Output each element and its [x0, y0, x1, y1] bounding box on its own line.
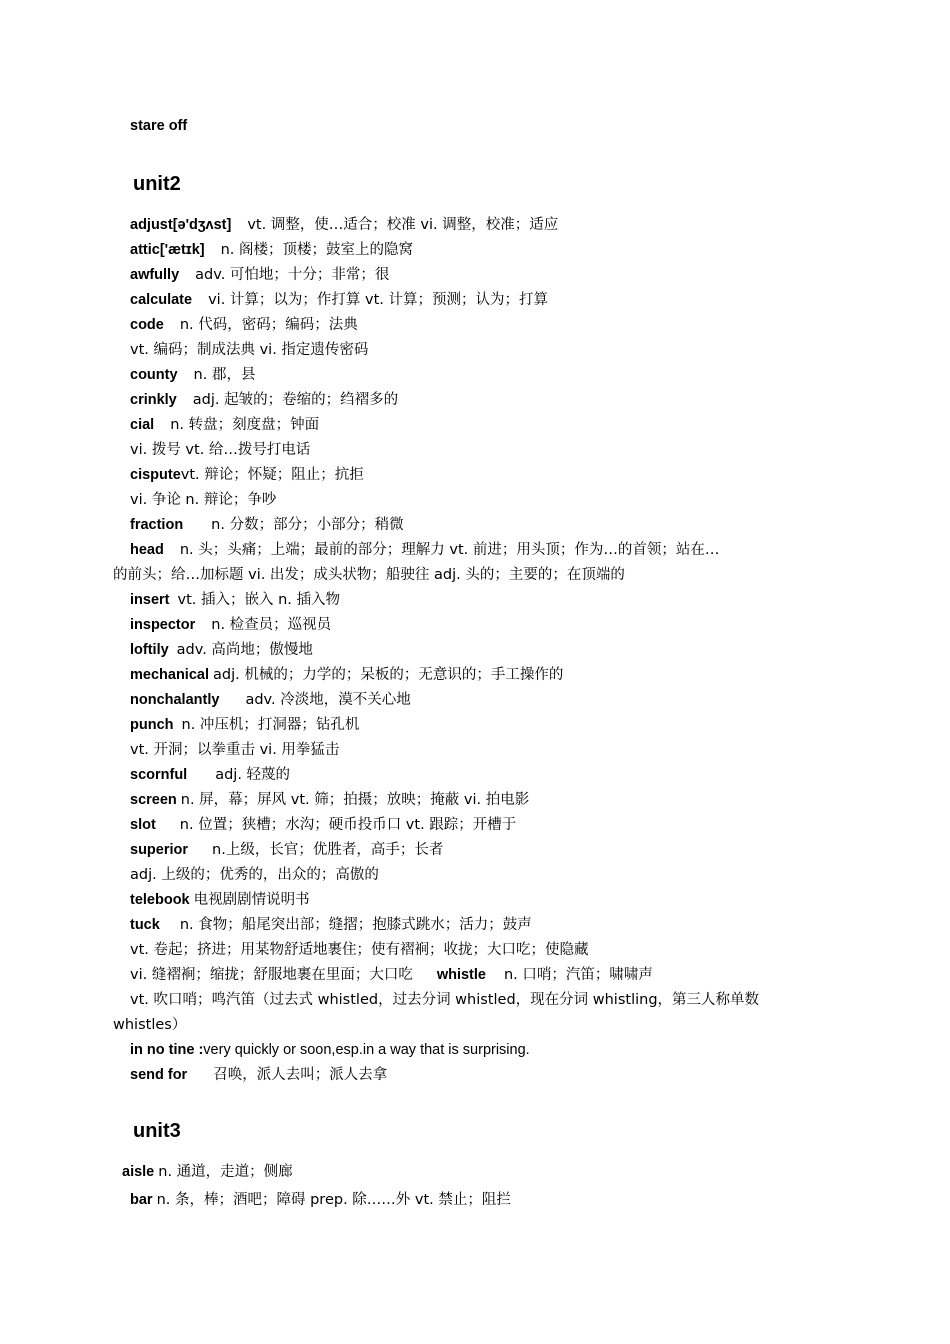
entry-adjust: adjust[ə'dʒʌst] vt. 调整，使…适合；校准 vi. 调整，校准；适应: [130, 217, 559, 233]
entry-inspector: inspector n. 检查员；巡视员: [130, 617, 332, 633]
entry-punch-line2: vt. 开洞；以拳重击 vi. 用拳猛击: [130, 742, 340, 758]
entry-aisle: aisle n. 通道，走道；侧廊: [122, 1164, 293, 1180]
entry-superior: superior n.上级，长官；优胜者，高手；长者: [130, 842, 444, 858]
entry-whistle-word: whistle: [436, 967, 486, 983]
entry-awfully: awfully adv. 可怕地；十分；非常；很: [130, 267, 390, 283]
entry-insert: insert vt. 插入；嵌入 n. 插入物: [130, 592, 341, 608]
entry-attic: attic['ætɪk] n. 阁楼；顶楼；鼓室上的隐窝: [130, 242, 414, 258]
entry-tuck-line3: vi. 缝褶裥；缩拢；舒服地裹在里面；大口吃 whistle n. 口哨；汽笛；啸啸声: [130, 967, 653, 983]
entry-superior-line2: adj. 上级的；优秀的，出众的；高傲的: [130, 867, 379, 883]
entry-county: county n. 郡，县: [130, 367, 256, 383]
entry-in-no-tine: in no tine :very quickly or soon,esp.in a way that is surprising.: [130, 1042, 530, 1058]
entry-crinkly: crinkly adj. 起皱的；卷缩的；绉褶多的: [130, 392, 399, 408]
entry-code-line2: vt. 编码；制成法典 vi. 指定遗传密码: [130, 342, 369, 358]
entry-bar: bar n. 条，棒；酒吧；障碍 prep. 除……外 vt. 禁止；阻拦: [130, 1192, 511, 1208]
entry-head-line2: 的前头；给…加标题 vi. 出发；成头状物；船驶往 adj. 头的；主要的；在顶端的: [113, 567, 625, 583]
entry-tuck-line2: vt. 卷起；挤进；用某物舒适地裹住；使有褶裥；收拢；大口吃；使隐藏: [130, 942, 589, 958]
entry-whistle-line2: vt. 吹口哨；鸣汽笛（过去式 whistled，过去分词 whistled，现在分词 whistling，第三人称单数: [130, 992, 760, 1008]
entry-code: code n. 代码，密码；编码；法典: [130, 317, 358, 333]
entry-cispute: cisputevt. 辩论；怀疑；阻止；抗拒: [130, 467, 364, 483]
entry-nonchalantly: nonchalantly adv. 冷淡地，漠不关心地: [130, 692, 411, 708]
entry-cial-line2: vi. 拨号 vt. 给…拨号打电话: [130, 442, 311, 458]
entry-screen: screen n. 屏，幕；屏风 vt. 筛；拍摄；放映；掩蔽 vi. 拍电影: [130, 792, 530, 808]
entry-fraction: fraction n. 分数；部分；小部分；稍微: [130, 517, 404, 533]
entry-scornful: scornful adj. 轻蔑的: [130, 767, 291, 783]
entry-head: head n. 头；头痛；上端；最前的部分；理解力 vt. 前进；用头顶；作为…的首领；站在…: [130, 542, 720, 558]
entry-send-for: send for 召唤，派人去叫；派人去拿: [130, 1067, 388, 1083]
entry-whistle-def: n. 口哨；汽笛；啸啸声: [503, 967, 653, 983]
entry-cial: cial n. 转盘；刻度盘；钟面: [130, 417, 320, 433]
unit3-heading: unit3: [133, 1120, 181, 1142]
entry-loftily: loftily adv. 高尚地；傲慢地: [130, 642, 313, 658]
entry-whistle-line3: whistles）: [113, 1017, 187, 1033]
entry-calculate: calculate vi. 计算；以为；作打算 vt. 计算；预测；认为；打算: [130, 292, 548, 308]
vocab-phrase-stare-off: stare off: [130, 118, 188, 134]
entry-mechanical: mechanical adj. 机械的；力学的；呆板的；无意识的；手工操作的: [130, 667, 564, 683]
entry-slot: slot n. 位置；狭槽；水沟；硬币投币口 vt. 跟踪；开槽于: [130, 817, 517, 833]
entry-tuck: tuck n. 食物；船尾突出部；缝摺；抱膝式跳水；活力；鼓声: [130, 917, 532, 933]
unit2-heading: unit2: [133, 173, 181, 195]
entry-cispute-line2: vi. 争论 n. 辩论；争吵: [130, 492, 277, 508]
entry-telebook: telebook 电视剧剧情说明书: [130, 892, 310, 908]
entry-punch: punch n. 冲压机；打洞器；钻孔机: [130, 717, 360, 733]
